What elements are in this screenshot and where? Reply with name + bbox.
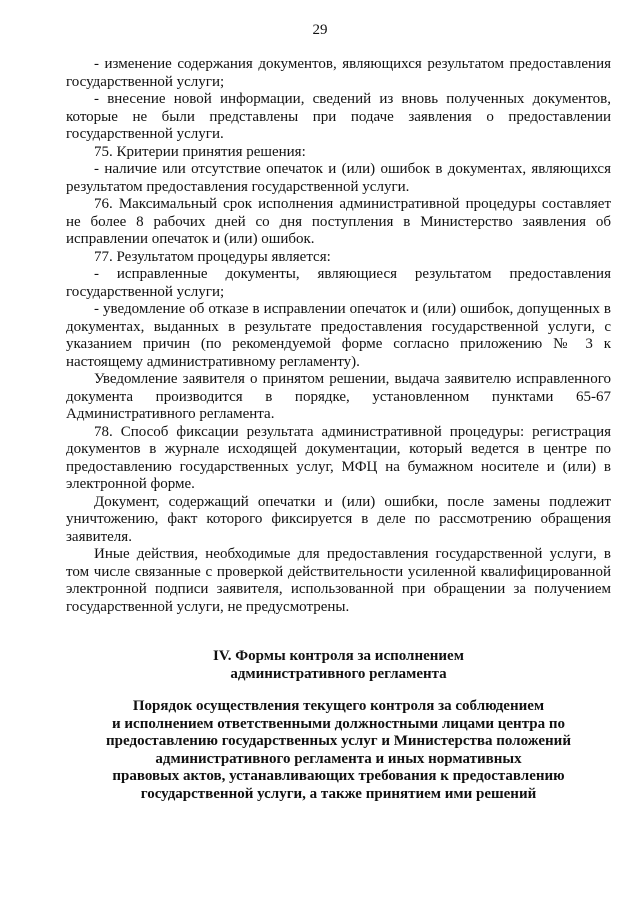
subsection-heading-line: и исполнением ответственными должностными лицами центра по: [112, 715, 565, 732]
paragraph: - уведомление об отказе в исправлении опечаток и (или) ошибок, допущенных в документах, выданных в результате предоставления государственной услуги, с указанием причин (по рекомендуемой форме согласно приложению № 3 к настоящему административному регламенту).: [66, 301, 611, 370]
paragraph: - изменение содержания документов, являющихся результатом предоставления государственной услуги;: [66, 56, 611, 90]
paragraph: 78. Способ фиксации результата административной процедуры: регистрация документов в журнале исходящей документации, который ведется в центре по предоставлению государственных услуг, МФЦ на бумажном носителе и (или) в электронной форме.: [66, 423, 611, 492]
subsection-heading-line: административного регламента и иных нормативных: [155, 750, 522, 767]
subsection-heading-line: правовых актов, устанавливающих требования к предоставлению: [112, 768, 565, 784]
section-heading: [66, 648, 611, 683]
paragraph: Документ, содержащий опечатки и (или) ошибки, после замены подлежит уничтожению, факт которого фиксируется в деле по рассмотрению обращения заявителя.: [66, 493, 611, 545]
paragraph: Уведомление заявителя о принятом решении, выдача заявителю исправленного документа производится в порядке, установленном пунктами 65-67 Административного регламента.: [66, 371, 611, 422]
paragraph: - наличие или отсутствие опечаток и (или) ошибок в документах, являющихся результатом предоставления государственной услуги.: [66, 161, 611, 195]
paragraph: 76. Максимальный срок исполнения административной процедуры составляет не более 8 рабочих дней со дня поступления в Министерство заявления об исправлении опечаток и (или) ошибок.: [66, 196, 611, 247]
subsection-heading-line: государственной услуги, а также принятием ими решений: [140, 785, 537, 802]
body-text: [66, 56, 611, 616]
page-number: 29: [312, 22, 328, 38]
paragraph: - внесение новой информации, сведений из вновь полученных документов, которые не были представлены при подаче заявления о предоставлении государственной услуги.: [66, 91, 611, 142]
paragraph: Иные действия, необходимые для предоставления государственной услуги, в том числе связанные с проверкой действительности усиленной квалифицированной электронной подписи заявителя, использованной при обращении за получением государственной услуги, не предусмотрены.: [66, 546, 611, 615]
subsection-heading: [66, 698, 611, 803]
subsection-heading-line: предоставлению государственных услуг и Министерства положений: [106, 733, 571, 749]
section-heading-line: IV. Формы контроля за исполнением: [213, 648, 464, 664]
subsection-heading-line: Порядок осуществления текущего контроля за соблюдением: [132, 698, 545, 714]
paragraph: 75. Критерии принятия решения:: [94, 143, 306, 160]
section-heading-line: административного регламента: [230, 665, 447, 682]
paragraph: - исправленные документы, являющиеся результатом предоставления государственной услуги;: [66, 266, 611, 300]
paragraph: 77. Результатом процедуры является:: [94, 248, 331, 265]
